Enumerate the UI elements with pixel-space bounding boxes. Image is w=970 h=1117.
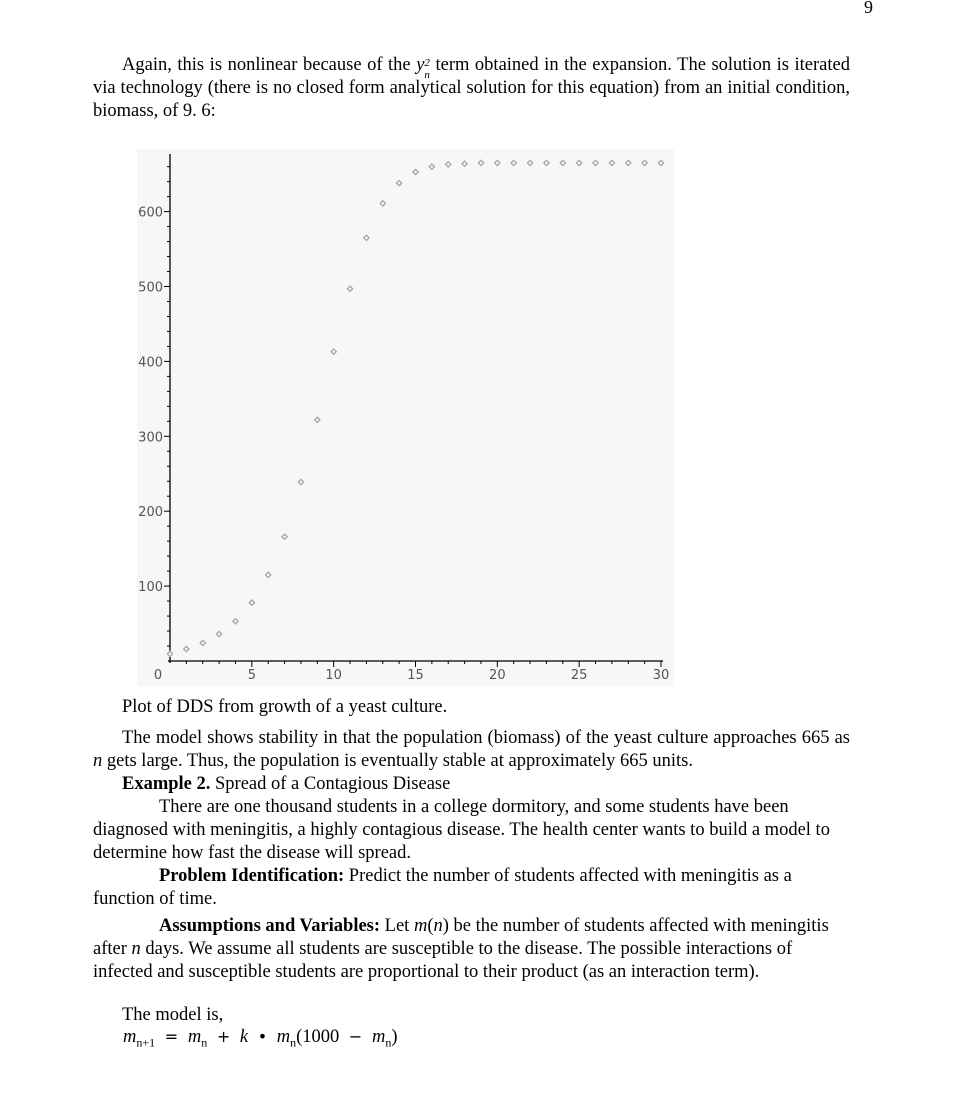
data-point [233,619,238,624]
y-term: y 2 n [416,55,430,81]
example-label: Example 2. [122,774,211,794]
page-number: 9 [864,0,873,17]
data-point [397,181,402,186]
chart-caption: Plot of DDS from growth of a yeast culture. [122,697,448,717]
problem-label: Problem Identification: [159,866,345,886]
data-point [217,631,222,636]
scenario-paragraph: There are one thousand students in a college dormitory, and some students have been diagnosed with meningitis, a highly contagious disease. The health center wants to build a model to determine how fast the disease will spread. [93,797,830,863]
data-point [347,286,352,291]
y-tick-label: 500 [138,280,163,296]
data-point [380,201,385,206]
data-point [544,160,549,165]
data-point [331,349,336,354]
intro-text-start: Again, this is nonlinear because of the [122,55,417,75]
x-tick-label: 20 [489,668,506,683]
x-tick-label: 25 [570,668,588,683]
data-point [249,600,254,605]
data-point [266,572,271,577]
intro-paragraph [93,54,850,123]
x-tick-label: 5 [247,668,256,683]
data-point [184,646,189,651]
y-tick-label: 100 [138,580,163,596]
data-point [282,534,287,539]
model-formula: $m_{n+1} = m_n + k$ • $m_n(1000 - m_n)$ [123,1027,398,1050]
x-tick-label: 10 [325,668,342,683]
data-point [511,160,516,165]
data-point [560,160,565,165]
data-point [167,651,172,656]
y-tick-label: 300 [138,430,163,446]
data-point [429,164,434,169]
data-point [478,160,483,165]
y-tick-label: 200 [138,505,163,521]
data-point [658,160,663,165]
data-point [527,160,532,165]
assumptions-label: Assumptions and Variables: [159,916,381,936]
data-point [200,640,205,645]
data-point [315,417,320,422]
x-tick-label: 0 [153,668,163,683]
data-point [495,160,500,165]
problem-paragraph: Problem Identification: Predict the number of students affected with meningitis as a function of time. [93,866,792,909]
example-heading [93,773,850,796]
example-title: Spread of a Contagious Disease [210,774,451,794]
assumptions-paragraph: Assumptions and Variables: Let m(n) be the number of students affected with meningitis after n days. We assume all students are susceptible to the disease. The possible interactions of infected and susceptible students are proportional to their product (as an interaction term). [93,916,829,982]
y-tick-label: 600 [138,205,163,221]
data-point [642,160,647,165]
data-point [462,161,467,166]
data-point [593,160,598,165]
data-point [609,160,614,165]
chart-svg [137,149,674,686]
data-point [364,235,369,240]
intro-text-end: term obtained in the expansion. The solution is iterated via technology (there is no closed form analytical solution for this equation) from an initial condition, biomass, of 9. 6: [93,55,850,121]
data-point [626,160,631,165]
x-tick-label: 30 [652,668,670,683]
data-point [413,169,418,174]
data-point [298,479,303,484]
model-intro: The model is, [122,1005,224,1025]
yeast-growth-chart [137,149,674,686]
x-tick-label: 15 [407,668,424,683]
y-tick-label: 400 [138,355,163,371]
data-point [577,160,582,165]
data-point [446,162,451,167]
conclusion-paragraph: The model shows stability in that the population (biomass) of the yeast culture approaches 665 as n gets large. Thus, the population is eventually stable at approximately 665 units. [93,728,850,771]
